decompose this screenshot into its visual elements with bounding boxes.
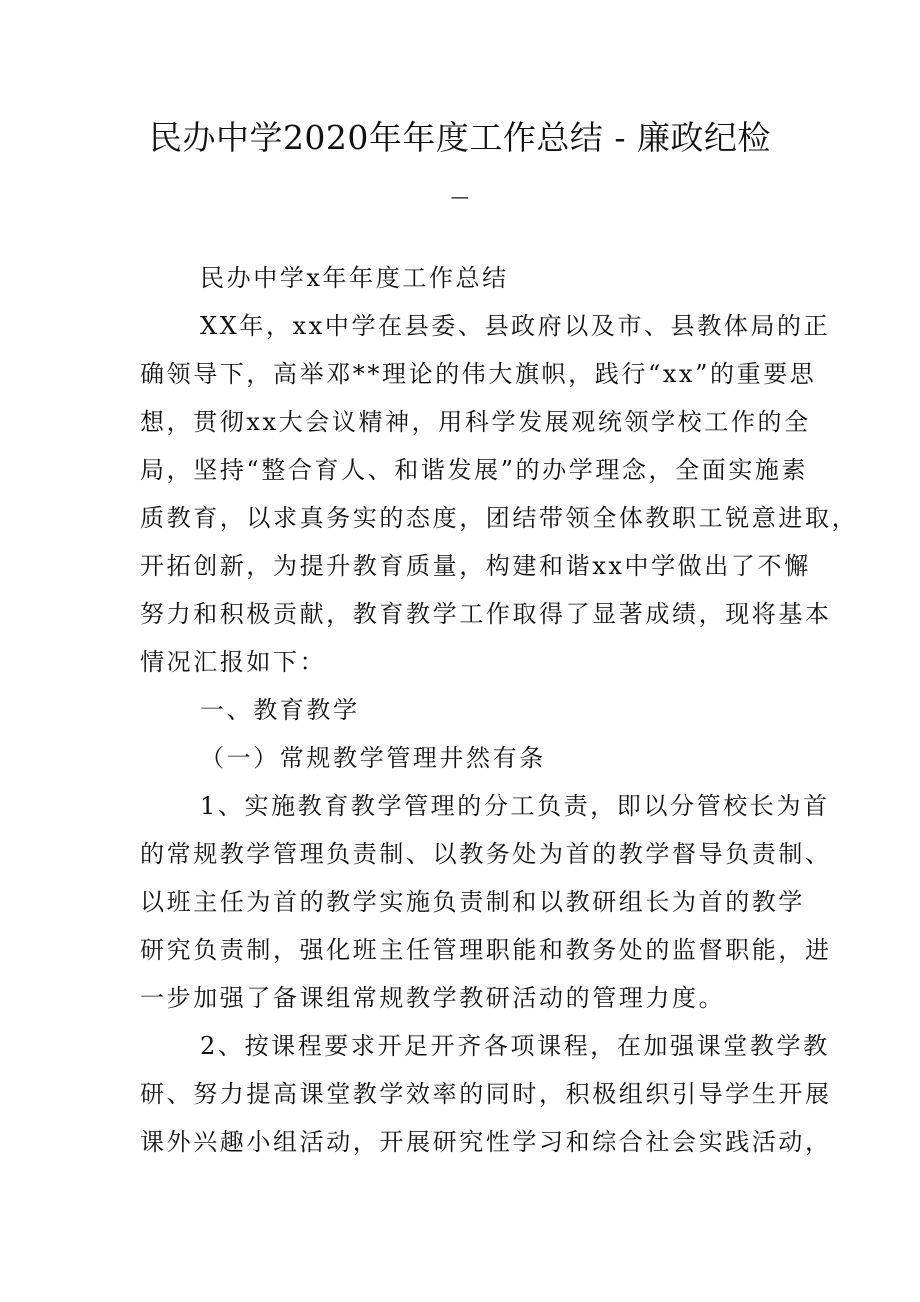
item1-line: 的常规教学管理负责制、以教务处为首的教学督导负责制、 [140,840,832,868]
intro-line: XX年，xx中学在县委、县政府以及市、县教体局的正 [200,312,831,340]
item2-line: 课外兴趣小组活动，开展研究性学习和综合社会实践活动， [140,1128,832,1156]
item2-line: 研、努力提高课堂教学效率的同时，积极组织引导学生开展 [140,1080,832,1108]
document-title: 民办中学2020年年度工作总结 - 廉政纪检 [148,118,772,157]
item1-line: 研究负责制，强化班主任管理职能和教务处的监督职能，进 [140,936,832,964]
item2-line: 2、按课程要求开足开齐各项课程，在加强课堂教学教 [200,1032,830,1060]
subtitle: 民办中学x年年度工作总结 [200,264,509,292]
intro-line: 情况汇报如下： [140,648,327,676]
intro-line: 确领导下，高举邓**理论的伟大旗帜，践行“xx”的重要思 [140,360,817,388]
section-heading: 一、教育教学 [200,696,360,724]
intro-line: 质教育，以求真务实的态度，团结带领全体教职工锐意进取， [140,504,859,532]
intro-line: 想，贯彻xx大会议精神，用科学发展观统领学校工作的全 [140,408,811,436]
item1-line: 一步加强了备课组常规教学教研活动的管理力度。 [140,984,726,1012]
item1-line: 以班主任为首的教学实施负责制和以教研组长为首的教学 [140,888,805,916]
document-title-continuation: _ [451,160,469,199]
subsection-heading: （一）常规教学管理井然有条 [200,744,546,772]
intro-line: 努力和积极贡献，教育教学工作取得了显著成绩，现将基本 [140,600,832,628]
intro-line: 开拓创新，为提升教育质量，构建和谐xx中学做出了不懈 [140,552,811,580]
item1-line: 1、实施教育教学管理的分工负责，即以分管校长为首 [200,792,830,820]
intro-line: 局，坚持“整合育人、和谐发展”的办学理念，全面实施素 [140,456,809,484]
